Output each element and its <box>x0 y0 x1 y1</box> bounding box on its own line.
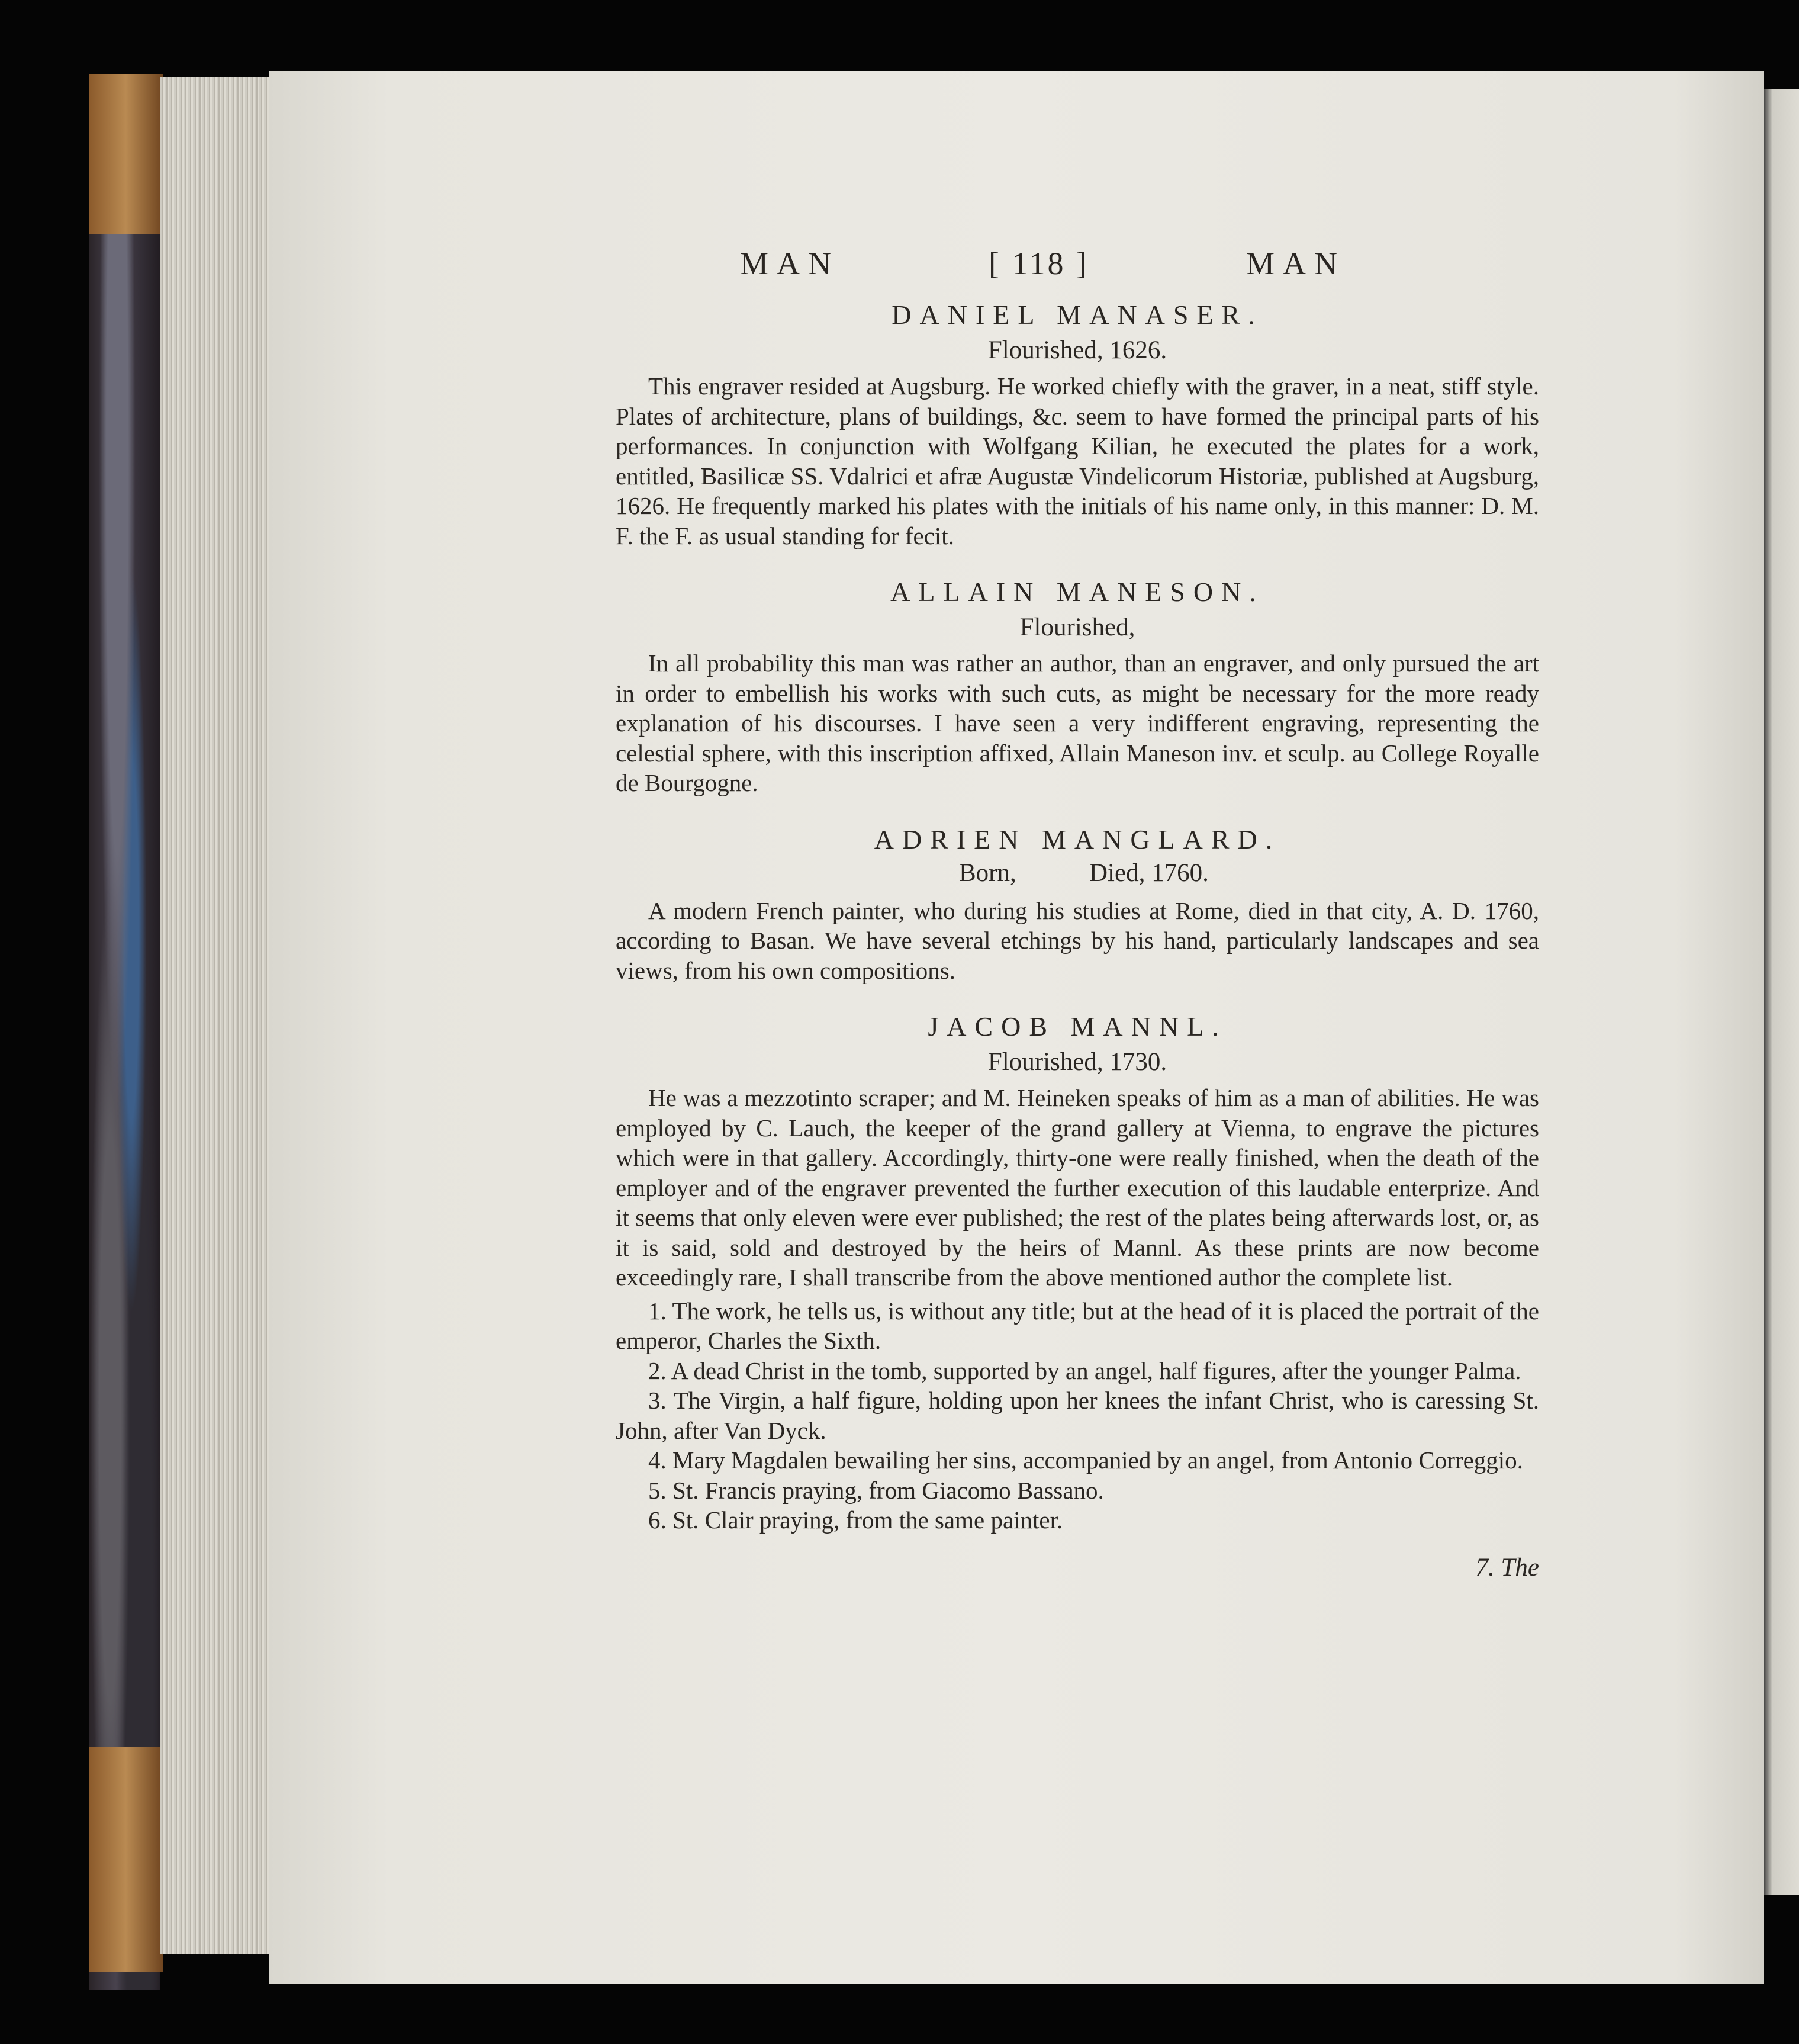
leather-corner-top <box>89 74 163 234</box>
entry-maneson <box>616 573 1539 798</box>
entry-heading: ALLAIN MANESON. <box>890 577 1264 607</box>
list-item: 1. The work, he tells us, is without any title; but at the head of it is placed the portrait of the emperor, Charles the Sixth. <box>616 1297 1539 1354</box>
entry-dates: Flourished, <box>1019 613 1135 641</box>
entry-born: Born, <box>959 859 1016 887</box>
page-edges <box>160 77 278 1954</box>
entry-manaser <box>616 296 1539 551</box>
entry-heading: JACOB MANNL. <box>928 1011 1227 1042</box>
entry-dates: Flourished, 1626. <box>987 336 1167 364</box>
entry-died: Died, 1760. <box>1089 859 1209 887</box>
list-item: 6. St. Clair praying, from the same painter. <box>648 1506 1063 1534</box>
running-head-right: MAN <box>1246 246 1346 281</box>
entry-manglard <box>616 821 1539 986</box>
page-number: [ 118 ] <box>989 246 1089 281</box>
entry-heading: ADRIEN MANGLARD. <box>874 824 1281 854</box>
facing-page-edge <box>1761 89 1799 1895</box>
list-item: 2. A dead Christ in the tomb, supported by an angel, half figures, after the younger Palma. <box>648 1357 1521 1384</box>
list-item: 3. The Virgin, a half figure, holding upon her knees the infant Christ, who is caressing St. John, after Van Dyck. <box>616 1387 1539 1444</box>
entry-dates <box>616 859 1539 891</box>
leather-corner-bottom <box>89 1747 163 1972</box>
entry-text: This engraver resided at Augsburg. He worked chiefly with the graver, in a neat, stiff style. Plates of architecture, plans of buildings, &c. seem to have formed the principal parts of his performances. In conjunction with Wolfgang Kilian, he executed the plates for a work, entitled, Basilicæ SS. Vdalrici et afræ Augustæ Vindelicorum Historiæ, published at Augsburg, 1626. He frequently marked his plates with the initials of his name only, in this manner: D. M. F. the F. as usual standing for fecit. <box>616 372 1539 549</box>
entry-dates: Flourished, 1730. <box>987 1048 1167 1076</box>
catchword: 7. The <box>1475 1553 1539 1582</box>
entry-mannl <box>616 1008 1539 1293</box>
print-list <box>616 1296 1539 1535</box>
page-content <box>616 246 1539 1583</box>
list-item: 5. St. Francis praying, from Giacomo Bassano. <box>648 1476 1104 1504</box>
entry-text: A modern French painter, who during his studies at Rome, died in that city, A. D. 1760, according to Basan. We have several etchings by his hand, particularly landscapes and sea views, from his own compositions. <box>616 896 1539 984</box>
entry-text: He was a mezzotinto scraper; and M. Heineken speaks of him as a man of abilities. He was employed by C. Lauch, the keeper of the grand gallery at Vienna, to engrave the pictures which were in that gallery. Accordingly, thirty-one were really finished, when the death of the employer and of the engraver prevented the further execution of this laudable enterprize. And it seems that only eleven were ever published; the rest of the plates being afterwards lost, or, as it is said, sold and destroyed by the heirs of Mannl. As these prints are now become exceedingly rare, I shall transcribe from the above mentioned author the complete list. <box>616 1084 1539 1291</box>
entry-heading: DANIEL MANASER. <box>892 300 1263 330</box>
running-head <box>616 246 1539 296</box>
marbled-board <box>89 83 160 1990</box>
list-item: 4. Mary Magdalen bewailing her sins, accompanied by an angel, from Antonio Correggio. <box>648 1447 1523 1474</box>
entry-text: In all probability this man was rather an author, than an engraver, and only pursued the art in order to embellish his works with such cuts, as might be necessary for the more ready explanation of his discourses. I have seen a very indifferent engraving, representing the celestial sphere, with this inscription affixed, Allain Maneson inv. et sculp. au College Royalle de Bourgogne. <box>616 650 1539 796</box>
running-head-left: MAN <box>740 246 840 281</box>
